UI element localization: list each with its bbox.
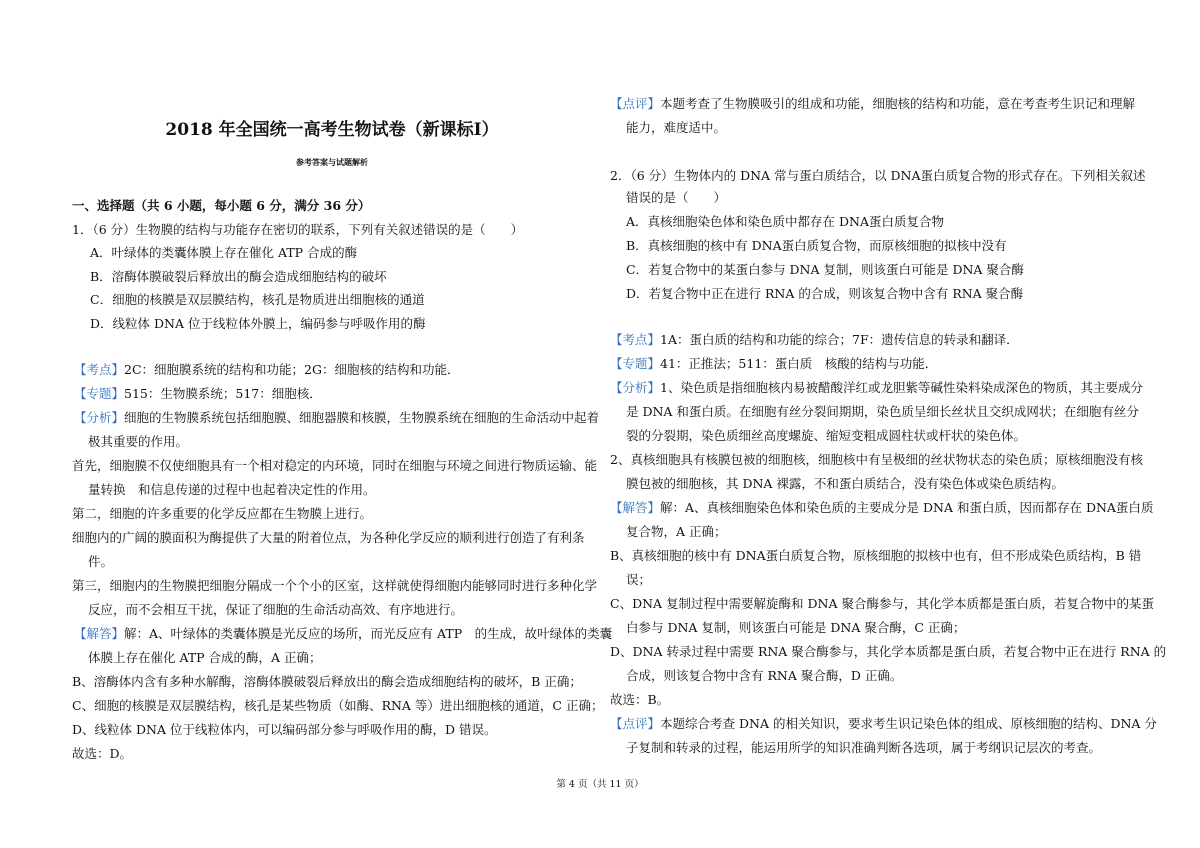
q1-kaodian-text: 2C：细胞膜系统的结构和功能；2G：细胞核的结构和功能． [124, 362, 460, 377]
q1-kaodian [74, 362, 459, 378]
q2-fenxi-2: 是 DNA 和蛋白质。在细胞有丝分裂间期期，染色质呈细长丝状且交织成网状；在细胞有丝分 [626, 404, 1139, 419]
q1-option-d: D．线粒体 DNA 位于线粒体外膜上，编码参与呼吸作用的酶 [90, 316, 426, 331]
q2-jieda-d: D、DNA 转录过程中需要 RNA 聚合酶参与，其化学本质都是蛋白质，若复合物中正在进行 RNA 的 [610, 644, 1167, 659]
q2-zhuanti-text: 41：正推法；511：蛋白质 核酸的结构与功能． [660, 356, 938, 371]
q1-zhuanti [74, 386, 322, 402]
q2-fenxi [610, 380, 1143, 396]
q2-jieda-b: B、真核细胞的核中有 DNA蛋白质复合物，原核细胞的拟核中也有，但不形成染色质结构，B 错 [610, 548, 1142, 563]
q2-fenxi-5: 膜包被的细胞核，其 DNA 裸露，不和蛋白质结合，没有染色体或染色质结构。 [626, 476, 1064, 491]
tag-label: 【考点】 [74, 362, 125, 377]
q1-fenxi-cont: 极其重要的作用。 [88, 434, 189, 449]
q2-option-a: A．真核细胞染色体和染色质中都存在 DNA蛋白质复合物 [626, 214, 944, 229]
q1-fenxi-text: 细胞的生物膜系统包括细胞膜、细胞器膜和核膜，生物膜系统在细胞的生命活动中起着 [124, 410, 600, 425]
q1-para2: 第二，细胞的许多重要的化学反应都在生物膜上进行。 [72, 506, 373, 521]
q1-zhuanti-text: 515：生物膜系统；517：细胞核． [124, 386, 322, 401]
document-title: 2018 年全国统一高考生物试卷（新课标Ⅰ） [165, 120, 499, 140]
q1-para4-cont: 反应，而不会相互干扰，保证了细胞的生命活动高效、有序地进行。 [88, 602, 464, 617]
q1-jieda [74, 626, 612, 642]
q2-kaodian [610, 332, 1019, 348]
page-footer: 第 4 页（共 11 页） [556, 779, 644, 790]
q2-zhuanti [610, 356, 937, 372]
q2-kaodian-text: 1A：蛋白质的结构和功能的综合；7F：遗传信息的转录和翻译． [660, 332, 1019, 347]
q2-answer: 故选：B。 [610, 692, 670, 707]
q1-dianping-text: 本题考查了生物膜吸引的组成和功能，细胞核的结构和功能，意在考查考生识记和理解 [660, 96, 1136, 111]
q2-dianping-text: 本题综合考查 DNA 的相关知识，要求考生识记染色体的组成、原核细胞的结构、DNA 分 [660, 716, 1157, 731]
tag-label: 【分析】 [74, 410, 125, 425]
q2-jieda-d-cont: 合成，则该复合物中含有 RNA 聚合酶，D 正确。 [626, 668, 903, 683]
q1-answer: 故选：D。 [72, 746, 133, 761]
q1-fenxi [74, 410, 599, 426]
tag-label: 【点评】 [610, 716, 661, 731]
q1-jieda-b: B、溶酶体内含有多种水解酶，溶酶体膜破裂后释放出的酶会造成细胞结构的破坏，B 正确； [72, 674, 582, 689]
q2-jieda [610, 500, 1153, 516]
tag-label: 【考点】 [610, 332, 661, 347]
tag-label: 【专题】 [610, 356, 661, 371]
q2-fenxi-3: 裂的分裂期，染色质细丝高度螺旋、缩短变粗成圆柱状或杆状的染色体。 [626, 428, 1027, 443]
q2-jieda-c-cont: 白参与 DNA 复制，则该蛋白可能是 DNA 聚合酶，C 正确； [626, 620, 966, 635]
tag-label: 【专题】 [74, 386, 125, 401]
q1-option-b: B．溶酶体膜破裂后释放出的酶会造成细胞结构的破坏 [90, 269, 387, 284]
q2-option-c: C．若复合物中的某蛋白参与 DNA 复制，则该蛋白可能是 DNA 聚合酶 [626, 262, 1024, 277]
q1-jieda-text: 解：A、叶绿体的类囊体膜是光反应的场所，而光反应有 ATP 的生成，故叶绿体的类囊 [124, 626, 613, 641]
q2-fenxi-4: 2、真核细胞具有核膜包被的细胞核，细胞核中有呈极细的丝状物状态的染色质；原核细胞没有核 [610, 452, 1143, 467]
q2-option-b: B．真核细胞的核中有 DNA蛋白质复合物，而原核细胞的拟核中没有 [626, 238, 1007, 253]
q1-jieda-cont: 体膜上存在催化 ATP 合成的酶，A 正确； [88, 650, 322, 665]
q1-dianping-cont: 能力，难度适中。 [626, 120, 727, 135]
q1-para3: 细胞内的广阔的膜面积为酶提供了大量的附着位点，为各种化学反应的顺利进行创造了有利条 [72, 530, 585, 545]
q2-dianping [610, 716, 1157, 732]
tag-label: 【分析】 [610, 380, 661, 395]
tag-label: 【解答】 [610, 500, 661, 515]
q1-para4: 第三，细胞内的生物膜把细胞分隔成一个个小的区室，这样就使得细胞内能够同时进行多种化学 [72, 578, 598, 593]
q2-dianping-cont: 子复制和转录的过程，能运用所学的知识准确判断各选项，属于考纲识记层次的考查。 [626, 740, 1102, 755]
q1-dianping [610, 96, 1135, 112]
tag-label: 【点评】 [610, 96, 661, 111]
q1-jieda-d: D、线粒体 DNA 位于线粒体内，可以编码部分参与呼吸作用的酶，D 错误。 [72, 722, 497, 737]
q1-para1: 首先，细胞膜不仅使细胞具有一个相对稳定的内环境，同时在细胞与环境之间进行物质运输、能 [72, 458, 598, 473]
q2-jieda-c: C、DNA 复制过程中需要解旋酶和 DNA 聚合酶参与，其化学本质都是蛋白质，若复合物中的某蛋 [610, 596, 1154, 611]
q2-jieda-text: 解：A、真核细胞染色体和染色质的主要成分是 DNA 和蛋白质，因而都存在 DNA蛋白质 [660, 500, 1154, 515]
q1-option-a: A．叶绿体的类囊体膜上存在催化 ATP 合成的酶 [90, 245, 358, 260]
section-heading: 一、选择题（共 6 小题，每小题 6 分，满分 36 分） [72, 198, 371, 213]
tag-label: 【解答】 [74, 626, 125, 641]
q2-fenxi-text: 1、染色质是指细胞核内易被醋酸洋红或龙胆紫等碱性染料染成深色的物质，其主要成分 [660, 380, 1143, 395]
q1-option-c: C．细胞的核膜是双层膜结构，核孔是物质进出细胞核的通道 [90, 292, 425, 307]
q1-para3-cont: 件。 [88, 554, 114, 569]
q2-option-d: D．若复合物中正在进行 RNA 的合成，则该复合物中含有 RNA 聚合酶 [626, 286, 1024, 301]
q2-jieda-cont: 复合物，A 正确； [626, 524, 727, 539]
q2-jieda-b-cont: 误； [626, 572, 652, 587]
q1-stem: 1．（6 分）生物膜的结构与功能存在密切的联系，下列有关叙述错误的是（ ） [72, 222, 524, 237]
q1-jieda-c: C、细胞的核膜是双层膜结构，核孔是某些物质（如酶、RNA 等）进出细胞核的通道，C 正确； [72, 698, 604, 713]
q1-para1-cont: 量转换 和信息传递的过程中也起着决定性的作用。 [88, 482, 376, 497]
q2-stem-cont: 错误的是（ ） [626, 190, 727, 205]
q2-stem: 2．（6 分）生物体内的 DNA 常与蛋白质结合，以 DNA蛋白质复合物的形式存在。下列相关叙述 [610, 168, 1146, 183]
document-subtitle: 参考答案与试题解析 [296, 157, 368, 167]
